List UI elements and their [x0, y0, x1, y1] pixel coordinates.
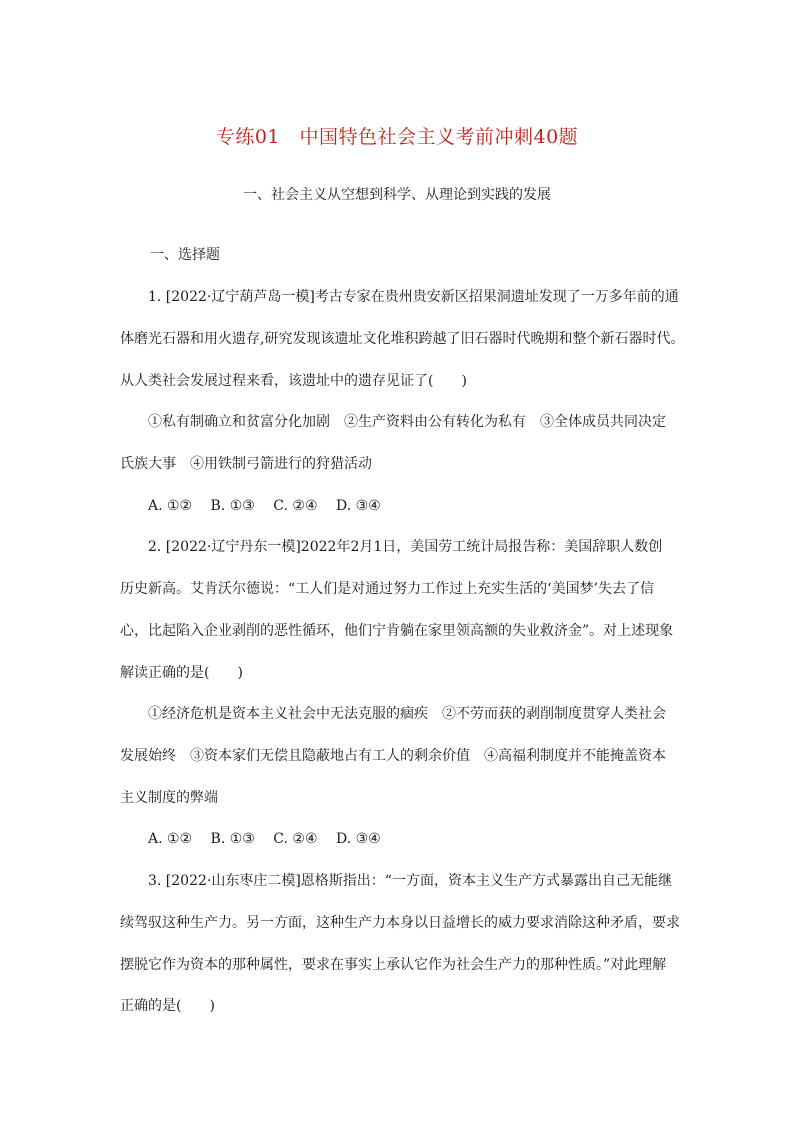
q3-line-1: 3. [2022·山东枣庄二模]恩格斯指出：“一方面，资本主义生产方式暴露出自己无能继	[148, 873, 672, 889]
q1-options: A. ①② B. ①③ C. ②④ D. ③④	[148, 498, 381, 514]
section-heading: 一、选择题	[150, 247, 220, 263]
q2-options: A. ①② B. ①③ C. ②④ D. ③④	[148, 831, 381, 847]
q3-line-2: 续驾驭这种生产力。另一方面，这种生产力本身以日益增长的威力要求消除这种矛盾，要求	[120, 915, 680, 931]
page-subtitle: 一、社会主义从空想到科学、从理论到实践的发展	[243, 187, 551, 203]
q2-line-4: 解读正确的是( )	[120, 665, 243, 681]
q1-line-2: 体磨光石器和用火遗存,研究发现该遗址文化堆积跨越了旧石器时代晚期和整个新石器时代。	[120, 331, 685, 347]
q2-line-2: 历史新高。艾肯沃尔德说：“工人们是对通过努力工作过上充实生活的‘美国梦’失去了信	[120, 581, 655, 597]
q3-line-4: 正确的是( )	[120, 998, 215, 1014]
q2-statements-1: ①经济危机是资本主义社会中无法克服的痼疾 ②不劳而获的剥削制度贯穿人类社会	[148, 706, 666, 722]
page-title: 专练01 中国特色社会主义考前冲刺40题	[215, 126, 579, 148]
q1-statements-1: ①私有制确立和贫富分化加剧 ②生产资料由公有转化为私有 ③全体成员共同决定	[148, 414, 666, 430]
q1-line-1: 1. [2022·辽宁葫芦岛一模]考古专家在贵州贵安新区招果洞遗址发现了一万多年前的通	[148, 289, 679, 305]
q1-line-3: 从人类社会发展过程来看，该遗址中的遗存见证了( )	[120, 373, 467, 389]
q2-line-1: 2. [2022·辽宁丹东一模]2022年2月1日，美国劳工统计局报告称：美国辞职人数创	[148, 539, 663, 555]
q2-statements-3: 主义制度的弊端	[120, 790, 218, 806]
q2-line-3: 心，比起陷入企业剥削的恶性循环，他们宁肯躺在家里领高额的失业救济金”。对上述现象	[120, 623, 674, 639]
q2-statements-2: 发展始终 ③资本家们无偿且隐蔽地占有工人的剩余价值 ④高福利制度并不能掩盖资本	[120, 748, 666, 764]
q3-line-3: 摆脱它作为资本的那种属性，要求在事实上承认它作为社会生产力的那种性质。”对此理解	[120, 957, 667, 973]
q1-statements-2: 氏族大事 ④用铁制弓箭进行的狩猎活动	[120, 456, 372, 472]
